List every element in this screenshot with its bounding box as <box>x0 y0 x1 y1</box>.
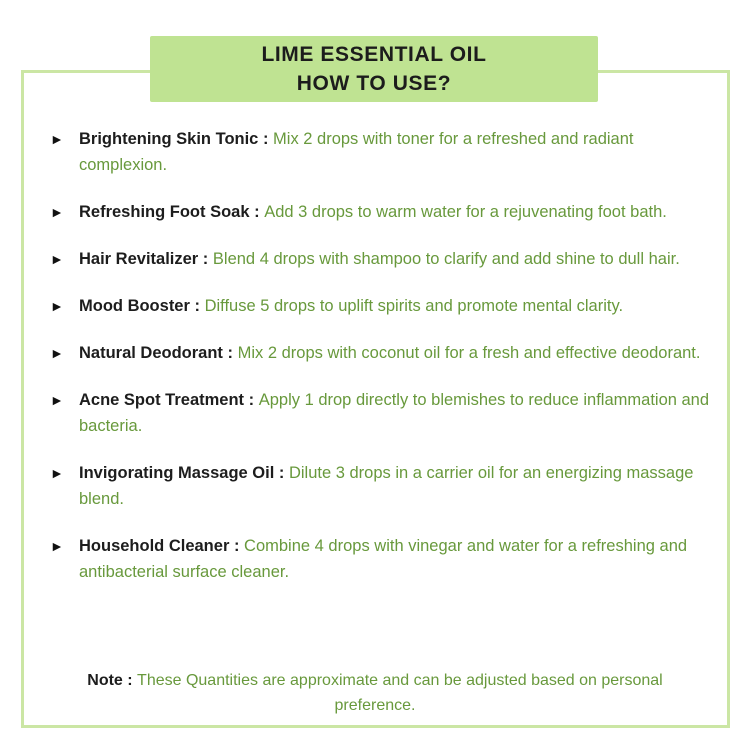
list-item-text <box>79 126 715 178</box>
arrow-right-bullet-icon: ► <box>50 298 64 314</box>
note-label: Note : <box>87 672 133 689</box>
list-item-text <box>79 246 715 272</box>
arrow-right-bullet-icon: ► <box>50 538 64 554</box>
item-description: Blend 4 drops with shampoo to clarify and add shine to dull hair. <box>212 250 680 268</box>
item-label: Household Cleaner : <box>79 537 240 555</box>
note <box>65 668 685 718</box>
list-item <box>50 387 715 439</box>
list-item <box>50 199 715 225</box>
list-item-text <box>79 460 715 512</box>
item-description: Mix 2 drops with toner for a refreshed and radiant complexion. <box>79 130 634 174</box>
list-item <box>50 340 715 366</box>
item-label: Brightening Skin Tonic : <box>79 130 269 148</box>
arrow-right-bullet-icon: ► <box>50 204 64 220</box>
item-label: Mood Booster : <box>79 297 200 315</box>
header-banner <box>150 36 598 102</box>
page-title-line-1: LIME ESSENTIAL OIL <box>261 43 487 66</box>
list-item <box>50 460 715 512</box>
item-description: Add 3 drops to warm water for a rejuvenating foot bath. <box>264 203 667 221</box>
item-label: Hair Revitalizer : <box>79 250 209 268</box>
item-label: Acne Spot Treatment : <box>79 391 255 409</box>
list-item <box>50 533 715 585</box>
list-item-text <box>79 199 715 225</box>
arrow-right-bullet-icon: ► <box>50 131 64 147</box>
item-description: Mix 2 drops with coconut oil for a fresh and effective deodorant. <box>237 344 701 362</box>
item-label: Natural Deodorant : <box>79 344 234 362</box>
item-description: Combine 4 drops with vinegar and water for a refreshing and antibacterial surface cleaner. <box>79 537 688 581</box>
item-description: Diffuse 5 drops to uplift spirits and promote mental clarity. <box>204 297 624 315</box>
item-description: Dilute 3 drops in a carrier oil for an energizing massage blend. <box>79 464 694 508</box>
note-text: These Quantities are approximate and can be adjusted based on personal preference. <box>137 672 663 714</box>
arrow-right-bullet-icon: ► <box>50 465 64 481</box>
list-item <box>50 126 715 178</box>
list-item-text <box>79 533 715 585</box>
arrow-right-bullet-icon: ► <box>50 392 64 408</box>
list-item-text <box>79 387 715 439</box>
arrow-right-bullet-icon: ► <box>50 251 64 267</box>
list-item <box>50 293 715 319</box>
item-label: Refreshing Foot Soak : <box>79 203 260 221</box>
item-label: Invigorating Massage Oil : <box>79 464 285 482</box>
list-item-text <box>79 340 715 366</box>
list-item <box>50 246 715 272</box>
item-description: Apply 1 drop directly to blemishes to reduce inflammation and bacteria. <box>79 391 710 435</box>
usage-list <box>50 126 715 606</box>
arrow-right-bullet-icon: ► <box>50 345 64 361</box>
page-title-line-2: HOW TO USE? <box>296 72 452 95</box>
list-item-text <box>79 293 715 319</box>
